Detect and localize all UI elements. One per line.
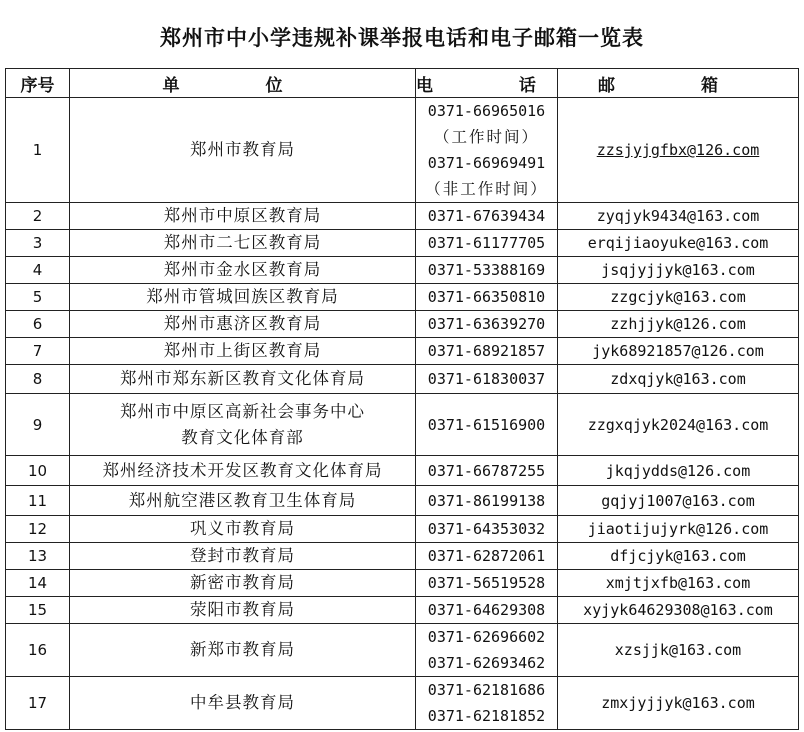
page-title: 郑州市中小学违规补课举报电话和电子邮箱一览表 [160, 25, 644, 50]
row-phone [416, 230, 558, 257]
email-address[interactable]: zzgxqjyk2024@163.com [587, 415, 769, 434]
row-email [558, 365, 799, 394]
header-email-label: 邮 箱 [598, 75, 758, 96]
table-row [6, 677, 799, 730]
row-email [558, 570, 799, 597]
phone-number: 0371-56519528 [427, 574, 546, 592]
unit-name: 新郑市教育局 [190, 640, 295, 659]
row-phone [416, 284, 558, 311]
row-phone [416, 543, 558, 570]
header-unit [70, 69, 416, 98]
unit-name: 郑州市教育局 [190, 140, 295, 159]
row-email [558, 516, 799, 543]
table-row [6, 257, 799, 284]
unit-name: 荥阳市教育局 [190, 600, 295, 619]
email-address[interactable]: jsqjyjjyk@163.com [601, 261, 755, 279]
table-row [6, 394, 799, 456]
row-email [558, 624, 799, 677]
phone-note: （非工作时间） [425, 180, 548, 198]
email-address[interactable]: zmxjyjjyk@163.com [601, 694, 755, 712]
row-email [558, 284, 799, 311]
row-phone [416, 597, 558, 624]
row-seq: 5 [6, 284, 70, 311]
phone-number: 0371-86199138 [427, 491, 546, 510]
phone-number: 0371-61177705 [427, 234, 546, 252]
phone-number: 0371-64353032 [427, 520, 546, 538]
row-email [558, 394, 799, 456]
row-unit [70, 284, 416, 311]
row-seq: 10 [6, 456, 70, 486]
row-email [558, 230, 799, 257]
row-email [558, 597, 799, 624]
row-phone [416, 311, 558, 338]
table-row [6, 486, 799, 516]
table-row [6, 365, 799, 394]
header-unit-label: 单 位 [162, 75, 323, 96]
email-address[interactable]: jyk68921857@126.com [592, 342, 764, 360]
row-email [558, 677, 799, 730]
row-seq: 12 [6, 516, 70, 543]
unit-name: 新密市教育局 [190, 573, 295, 592]
row-phone [416, 338, 558, 365]
phone-number: 0371-53388169 [427, 261, 546, 279]
row-phone [416, 677, 558, 730]
row-email [558, 311, 799, 338]
header-email [558, 69, 799, 98]
row-seq: 3 [6, 230, 70, 257]
unit-name: 郑州航空港区教育卫生体育局 [128, 490, 357, 510]
header-seq: 序号 [6, 69, 70, 98]
phone-number: 0371-61516900 [427, 415, 546, 434]
table-row [6, 284, 799, 311]
table-row [6, 570, 799, 597]
table-row [6, 516, 799, 543]
row-unit [70, 543, 416, 570]
row-email [558, 486, 799, 516]
row-seq: 11 [6, 486, 70, 516]
header-phone [416, 69, 576, 98]
phone-number: 0371-66787255 [427, 461, 546, 480]
table-body [6, 98, 799, 730]
header-phone-label: 电 话 [416, 75, 576, 96]
phone-number: 0371-68921857 [427, 342, 546, 360]
email-address[interactable]: zzgcjyk@163.com [610, 288, 746, 306]
row-unit [70, 677, 416, 730]
row-seq: 8 [6, 365, 70, 394]
row-seq: 1 [6, 98, 70, 203]
row-phone [416, 98, 558, 203]
phone-number: 0371-67639434 [427, 207, 546, 225]
row-email [558, 456, 799, 486]
phone-number: 0371-66969491 [427, 154, 546, 172]
row-email [558, 257, 799, 284]
row-seq: 9 [6, 394, 70, 456]
email-address[interactable]: zdxqjyk@163.com [610, 370, 746, 388]
phone-number: 0371-62181686 [427, 681, 546, 699]
unit-name: 教育文化体育部 [181, 427, 304, 447]
table-row [6, 311, 799, 338]
row-unit [70, 338, 416, 365]
table-row [6, 624, 799, 677]
unit-name: 郑州市二七区教育局 [163, 233, 322, 252]
row-seq: 2 [6, 203, 70, 230]
unit-name: 中牟县教育局 [190, 693, 295, 712]
table-row [6, 98, 799, 203]
phone-number: 0371-64629308 [427, 601, 546, 619]
email-address[interactable]: jiaotijujyrk@126.com [587, 520, 769, 538]
table-row [6, 456, 799, 486]
row-unit [70, 98, 416, 203]
row-seq: 17 [6, 677, 70, 730]
row-unit [70, 516, 416, 543]
row-phone [416, 203, 558, 230]
row-phone [416, 624, 558, 677]
unit-name: 郑州市金水区教育局 [163, 260, 322, 279]
row-unit [70, 456, 416, 486]
email-address[interactable]: zzhjjyk@126.com [610, 315, 746, 333]
email-address[interactable]: xzsjjk@163.com [614, 641, 742, 659]
row-seq: 15 [6, 597, 70, 624]
row-phone [416, 365, 558, 394]
table-row [6, 203, 799, 230]
row-email [558, 338, 799, 365]
row-seq: 13 [6, 543, 70, 570]
row-phone [416, 394, 558, 456]
unit-name: 郑州经济技术开发区教育文化体育局 [102, 460, 383, 480]
phone-number: 0371-62693462 [427, 654, 546, 672]
row-unit [70, 365, 416, 394]
table-row [6, 543, 799, 570]
email-address[interactable]: xmjtjxfb@163.com [605, 574, 751, 592]
email-address[interactable]: gqjyj1007@163.com [601, 491, 755, 510]
row-phone [416, 486, 558, 516]
row-unit [70, 624, 416, 677]
phone-number: 0371-63639270 [427, 315, 546, 333]
email-address[interactable]: dfjcjyk@163.com [610, 547, 746, 565]
row-unit [70, 257, 416, 284]
row-seq: 14 [6, 570, 70, 597]
unit-name: 郑州市惠济区教育局 [163, 314, 322, 333]
table-row [6, 338, 799, 365]
unit-name: 郑州市管城回族区教育局 [146, 287, 339, 306]
unit-name: 郑州市中原区教育局 [163, 206, 322, 225]
unit-name: 郑州市中原区高新社会事务中心 [120, 401, 365, 421]
row-unit [70, 597, 416, 624]
row-unit [70, 311, 416, 338]
unit-name: 郑州市郑东新区教育文化体育局 [120, 369, 365, 388]
email-address[interactable]: erqijiaoyuke@163.com [587, 234, 769, 252]
row-unit [70, 486, 416, 516]
email-address[interactable]: jkqjydds@126.com [605, 461, 751, 480]
row-phone [416, 516, 558, 543]
table-row [6, 230, 799, 257]
row-unit [70, 203, 416, 230]
phone-number: 0371-61830037 [427, 370, 546, 388]
phone-number: 0371-66350810 [427, 288, 546, 306]
email-address[interactable]: zyqjyk9434@163.com [596, 207, 760, 225]
row-phone [416, 257, 558, 284]
phone-number: 0371-66965016 [427, 102, 546, 120]
row-unit [70, 230, 416, 257]
row-email [558, 203, 799, 230]
row-unit [70, 570, 416, 597]
row-seq: 6 [6, 311, 70, 338]
email-address[interactable]: xyjyk64629308@163.com [583, 601, 773, 619]
phone-note: （工作时间） [433, 128, 539, 146]
phone-number: 0371-62696602 [427, 628, 546, 646]
header-row [6, 69, 799, 98]
contact-table [5, 68, 799, 730]
row-phone [416, 570, 558, 597]
unit-name: 巩义市教育局 [190, 519, 295, 538]
unit-name: 登封市教育局 [190, 546, 295, 565]
row-seq: 16 [6, 624, 70, 677]
email-address[interactable]: zzsjyjgfbx@126.com [596, 141, 760, 159]
row-seq: 4 [6, 257, 70, 284]
row-unit [70, 394, 416, 456]
row-phone [416, 456, 558, 486]
phone-number: 0371-62872061 [427, 547, 546, 565]
unit-name: 郑州市上街区教育局 [163, 341, 322, 360]
row-seq: 7 [6, 338, 70, 365]
row-email [558, 98, 799, 203]
row-email [558, 543, 799, 570]
phone-number: 0371-62181852 [427, 707, 546, 725]
table-row [6, 597, 799, 624]
